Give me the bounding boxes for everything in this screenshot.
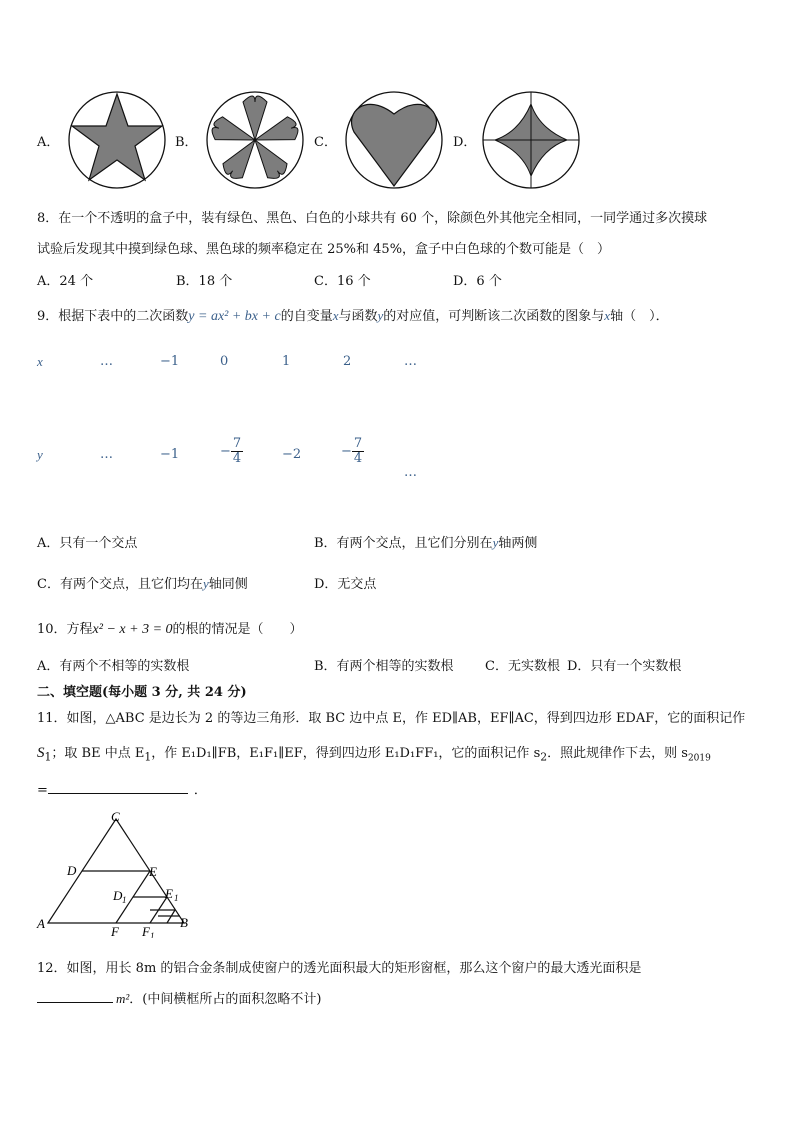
svg-text:1: 1: [150, 931, 155, 938]
q10-equation: x² − x + 3 = 0: [92, 622, 173, 637]
q10-option-d: D．只有一个实数根: [567, 659, 682, 674]
q8-option-c: C．16 个: [314, 274, 371, 289]
label-e1: E: [165, 886, 173, 901]
q8-text-line2: 试验后发现其中摸到绿色球、黑色球的频率稳定在 25%和 45%，盒子中白色球的个数可能是（ ）: [37, 242, 611, 257]
label-a: A: [37, 916, 45, 931]
q9-formula: y = ax² + bx + c: [188, 309, 281, 324]
q10-option-b: B．有两个相等的实数根: [314, 659, 454, 674]
label-d1: D: [113, 888, 123, 903]
label-b: B: [180, 915, 188, 930]
table-y-cell: …: [100, 447, 113, 462]
table-x-cell: …: [404, 354, 417, 369]
q9-option-d: D．无交点: [314, 577, 377, 592]
q11-answer-line: = ．: [37, 783, 207, 798]
label-e: E: [149, 864, 157, 879]
q12-answer-line: m²．(中间横框所占的面积忽略不计): [37, 988, 321, 1007]
svg-text:1: 1: [122, 895, 127, 905]
q10-stem: 10．方程x² − x + 3 = 0的根的情况是（ ）: [37, 622, 303, 637]
q8-text-line1: 8．在一个不透明的盒子中，装有绿色、黑色、白色的小球共有 60 个，除颜色外其他完全相同，一同学通过多次摸球: [37, 211, 708, 226]
q9-option-b: B．有两个交点，且它们分别在y轴两侧: [314, 535, 538, 551]
table-y-cell: −2: [282, 447, 302, 462]
q8-option-a: A．24 个: [37, 274, 94, 289]
q10-option-a: A．有两个不相等的实数根: [37, 659, 190, 674]
q12-text-line1: 12．如图，用长 8m 的铝合金条制成使窗户的透光面积最大的矩形窗框，那么这个窗户的最大透光面积是: [37, 961, 642, 976]
option-c-label: C．: [314, 135, 337, 150]
figure-pinwheel: [479, 88, 583, 192]
table-x-cell: 1: [282, 354, 291, 369]
option-d-label: D．: [453, 135, 477, 150]
table-y-cell: −1: [160, 447, 180, 462]
section-heading: 二、填空题(每小题 3 分, 共 24 分): [37, 685, 247, 700]
option-b-label: B．: [175, 135, 198, 150]
svg-text:1: 1: [174, 893, 179, 903]
label-f: F: [111, 924, 119, 938]
label-f1: F: [142, 924, 150, 938]
table-x-cell: 0: [220, 354, 229, 369]
table-x-label: x: [37, 354, 43, 369]
table-y-cell: …: [404, 465, 417, 480]
table-x-cell: 2: [343, 354, 352, 369]
q8-option-b: B．18 个: [176, 274, 233, 289]
label-d: D: [67, 863, 77, 878]
table-y-label: y: [37, 447, 43, 462]
label-c: C: [111, 809, 120, 824]
q9-option-a: A．只有一个交点: [37, 536, 138, 551]
figure-hearts: [203, 88, 307, 192]
q10-option-c: C．无实数根: [485, 659, 560, 674]
table-y-cell-fraction: − $\frac{7}{4}$: [220, 436, 242, 466]
option-a-label: A．: [37, 135, 60, 150]
q9-option-c: C．有两个交点，且它们均在y轴同侧: [37, 576, 248, 592]
q11-text-line1: 11．如图，△ABC 是边长为 2 的等边三角形．取 BC 边中点 E，作 ED∥AB，EF∥AC，得到四边形 EDAF，它的面积记作: [37, 711, 746, 726]
q9-stem: 9．根据下表中的二次函数y = ax² + bx + c的自变量x与函数y的对应值，可判断该二次函数的图象与x轴（ ）．: [37, 308, 669, 324]
q11-text-line2: $S_1$；取 BE 中点 $E_1$，作 E₁D₁∥FB，E₁F₁∥EF，得到四边形 E₁D₁FF₁，它的面积记作 $s_2$．照此规律作下去，则 $s_{2019}$: [37, 745, 711, 764]
q8-option-d: D．6 个: [453, 274, 502, 289]
table-x-cell: …: [100, 354, 113, 369]
q11-triangle-figure: [35, 808, 195, 938]
q12-answer-blank[interactable]: [37, 988, 113, 1003]
q11-answer-blank[interactable]: [48, 781, 188, 794]
figure-heart: [342, 88, 446, 192]
figure-star: [65, 88, 169, 192]
table-y-cell-fraction: − $\frac{7}{4}$: [341, 436, 363, 466]
table-x-cell: −1: [160, 354, 180, 369]
